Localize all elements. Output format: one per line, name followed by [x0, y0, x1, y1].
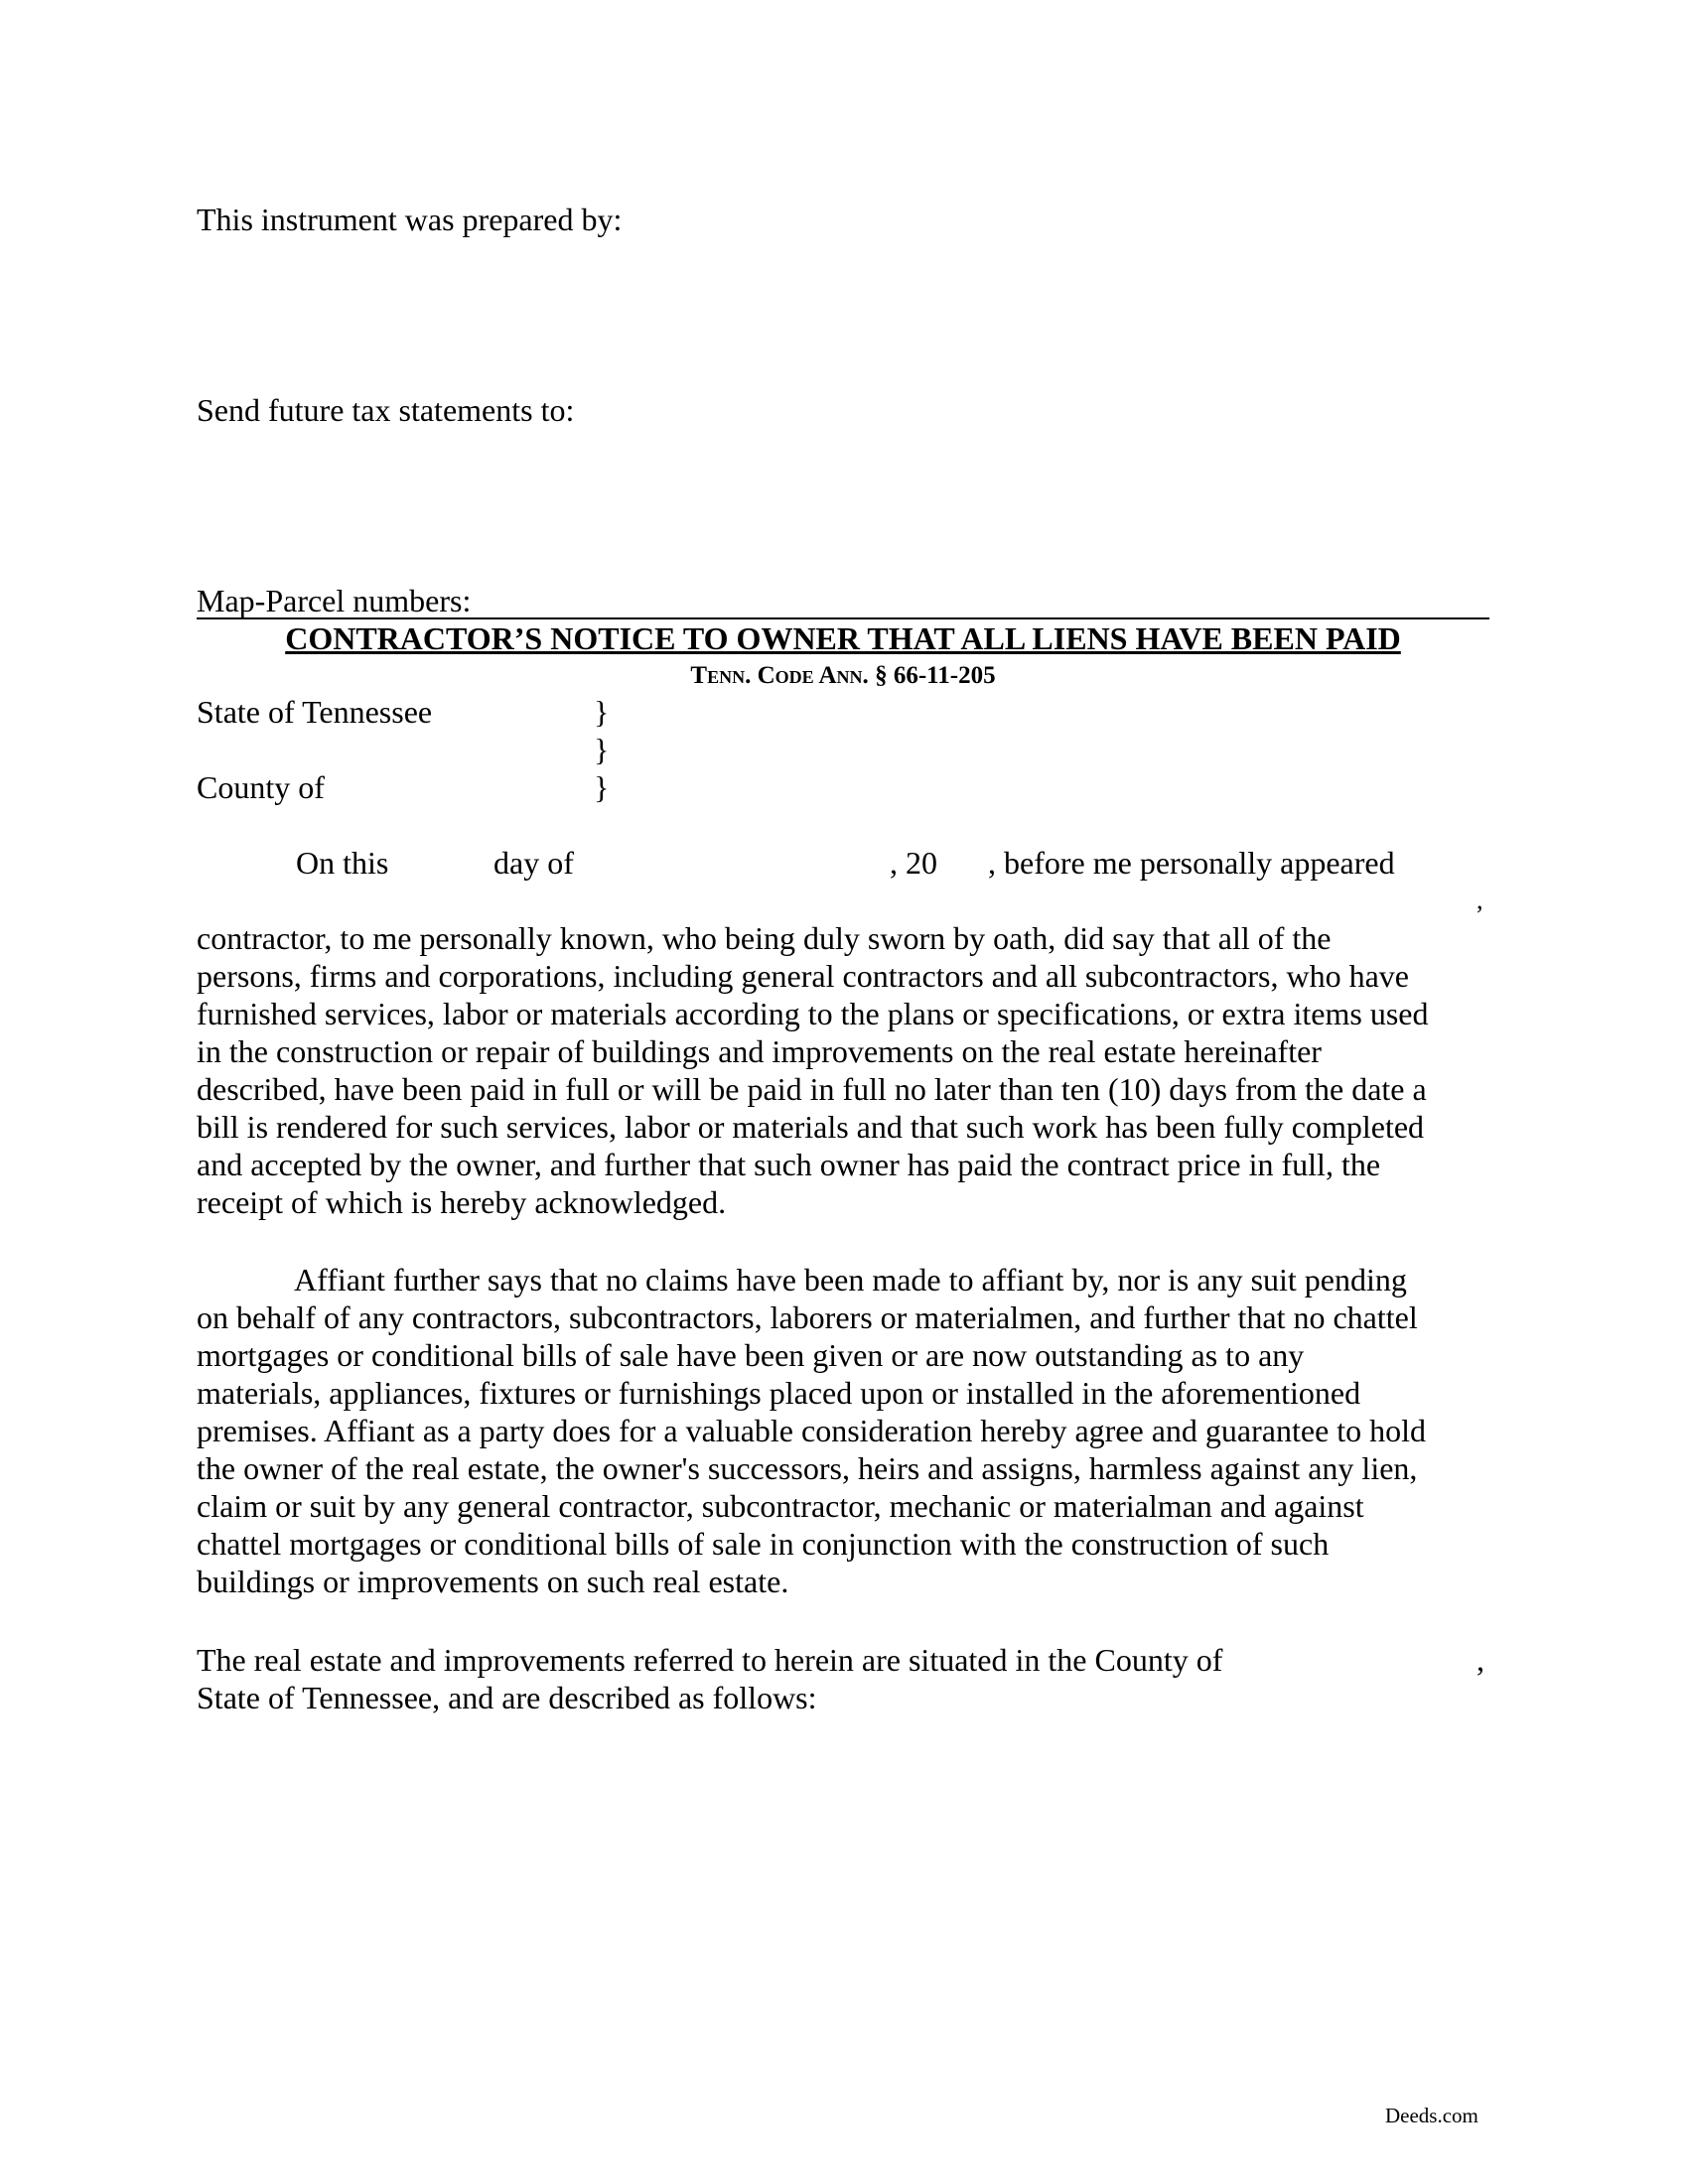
venue-brace: }: [594, 694, 610, 730]
on-this-label: On this: [296, 845, 389, 881]
affiant-paragraph: [197, 1261, 1489, 1600]
paragraph-line: persons, firms and corporations, including general contractors and all subcontractors, who have: [197, 958, 1409, 994]
paragraph-line: premises. Affiant as a party does for a valuable consideration hereby agree and guarantee to hold: [197, 1413, 1427, 1448]
paragraph-line: claim or suit by any general contractor, subcontractor, mechanic or materialman and against: [197, 1488, 1364, 1524]
described-as-follows-text: State of Tennessee, and are described as follows:: [197, 1680, 817, 1715]
statute-citation: [197, 661, 1489, 691]
contractor-name-comma: ,: [1477, 886, 1483, 914]
before-me-text: , before me personally appeared: [988, 845, 1395, 881]
state-label: State of Tennessee: [197, 694, 433, 730]
tax-statements-label: Send future tax statements to:: [197, 392, 575, 428]
paragraph-line: buildings or improvements on such real estate.: [197, 1564, 789, 1599]
paragraph-line: described, have been paid in full or will be paid in full no later than ten (10) days from the date a: [197, 1071, 1427, 1107]
paragraph-line: contractor, to me personally known, who being duly sworn by oath, did say that all of the: [197, 920, 1332, 956]
map-parcel-label: Map-Parcel numbers:: [197, 583, 472, 618]
venue-brace: }: [594, 732, 610, 767]
paragraph-line: and accepted by the owner, and further that such owner has paid the contract price in full, the: [197, 1147, 1381, 1182]
document-title: CONTRACTOR’S NOTICE TO OWNER THAT ALL LIENS HAVE BEEN PAID: [285, 620, 1401, 656]
paragraph-line: chattel mortgages or conditional bills of sale in conjunction with the construction of such: [197, 1526, 1330, 1562]
paragraph-line: in the construction or repair of buildings and improvements on the real estate hereinafter: [197, 1033, 1322, 1069]
paragraph-line: furnished services, labor or materials according to the plans or specifications, or extra items used: [197, 996, 1429, 1031]
paragraph-line: materials, appliances, fixtures or furnishings placed upon or installed in the aforementioned: [197, 1375, 1361, 1411]
prepared-by-label: This instrument was prepared by:: [197, 202, 623, 237]
paragraph-line: mortgages or conditional bills of sale have been given or are now outstanding as to any: [197, 1337, 1305, 1373]
year-prefix: , 20: [890, 845, 937, 881]
paragraph-line: Affiant further says that no claims have been made to affiant by, nor is any suit pending: [294, 1262, 1407, 1297]
county-blank-comma: ,: [1477, 1642, 1484, 1678]
citation-prefix: Tenn. Code Ann.: [690, 662, 869, 689]
citation-section: § 66-11-205: [875, 662, 996, 689]
county-label: County of: [197, 769, 325, 805]
paragraph-line: the owner of the real estate, the owner's successors, heirs and assigns, harmless against any lien,: [197, 1450, 1418, 1486]
paragraph-line: receipt of which is hereby acknowledged.: [197, 1184, 727, 1220]
day-of-label: day of: [493, 845, 574, 881]
footer-brand: Deeds.com: [1385, 2104, 1478, 2127]
county-situated-text: The real estate and improvements referred to herein are situated in the County of: [197, 1642, 1223, 1678]
paragraph-line: bill is rendered for such services, labor or materials and that such work has been fully completed: [197, 1109, 1425, 1145]
paragraph-line: on behalf of any contractors, subcontractors, laborers or materialmen, and further that no chattel: [197, 1299, 1418, 1335]
sworn-statement-paragraph: [197, 919, 1489, 1221]
venue-brace: }: [594, 769, 610, 805]
